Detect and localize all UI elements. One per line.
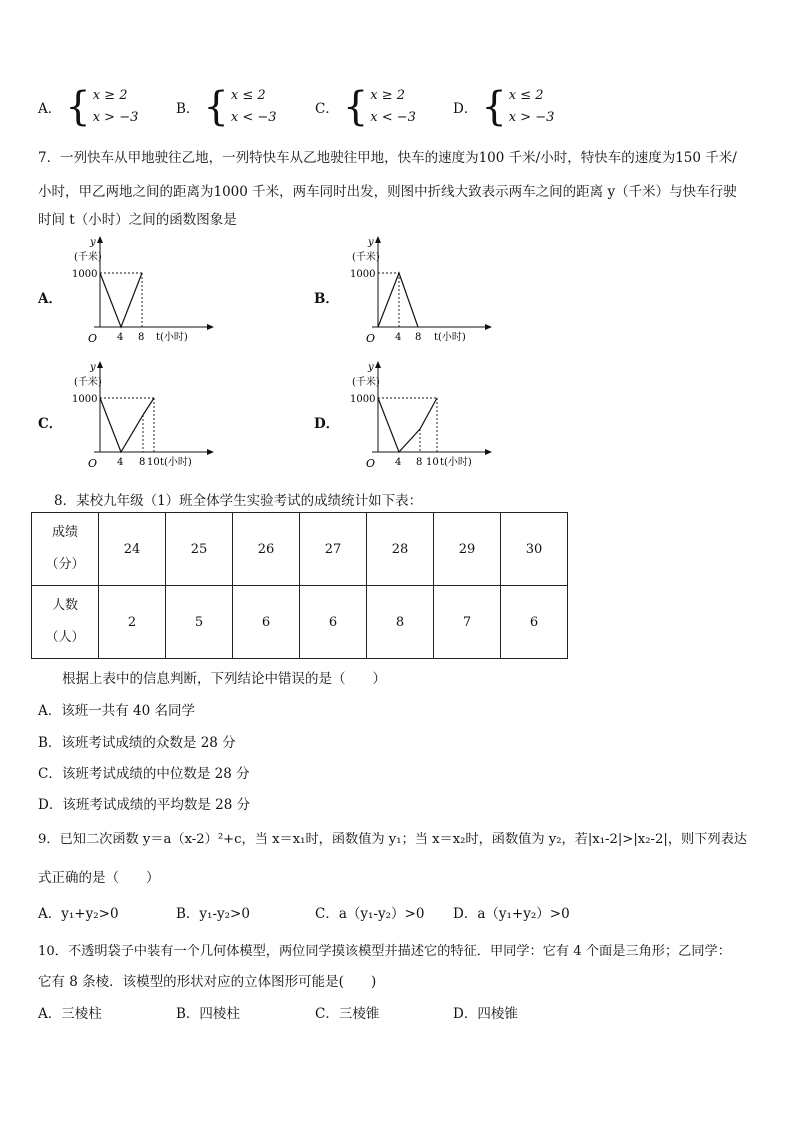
y-tick-1000: 1000 [72,394,98,405]
option-letter: B． [176,101,200,117]
table-cell: 29 [434,513,501,586]
q10-option-c: C．三棱锥 [315,1006,380,1022]
brace-icon: { [65,84,91,130]
inequality-line: x > −3 [92,110,139,125]
y-axis-arrow-icon [97,236,103,243]
graph-polyline [100,398,154,452]
x-axis-arrow-icon [207,449,214,455]
q8-option-b: B．该班考试成绩的众数是 28 分 [38,735,236,751]
origin-label: O [88,457,98,470]
x-axis-arrow-icon [485,324,492,330]
q9-option-c: C．a（y₁-y₂）>0 [315,906,425,922]
option-letter: C． [315,101,339,117]
table-cell: 6 [233,586,300,659]
q7-option-b-label: B． [314,291,339,307]
x-tick-4: 4 [117,332,124,343]
q9-option-a: A．y₁+y₂>0 [38,906,119,922]
q9-stem-line-2: 式正确的是（ ） [38,870,160,886]
x-tick-8: 8 [416,457,423,468]
y-axis-arrow-icon [97,361,103,368]
q8-stem: 8．某校九年级（1）班全体学生实验考试的成绩统计如下表： [54,493,423,509]
inequality-line: x ≥ 2 [370,88,406,103]
header-text: （分） [45,557,85,572]
table-header-cell [32,513,99,586]
inequality-line: x > −3 [508,110,555,125]
q8-option-a: A．该班一共有 40 名同学 [38,703,196,719]
y-unit-label: (千米) [352,377,380,388]
origin-label: O [366,457,376,470]
inequality-line: x < −3 [230,110,277,125]
brace-icon: { [203,84,229,130]
inequality-line: x ≥ 2 [92,88,128,103]
y-tick-1000: 1000 [350,269,376,280]
header-text: 人数 [51,598,78,613]
x-axis-label: t(小时) [440,457,472,468]
x-tick-8: 8 [139,457,146,468]
x-axis-label: t(小时) [434,332,466,343]
q7-option-a-label: A． [38,291,62,307]
y-tick-1000: 1000 [72,269,98,280]
q7-stem-line-3: 时间 t（小时）之间的函数图象是 [38,212,237,228]
table-cell: 2 [99,586,166,659]
y-unit-label: (千米) [74,377,102,388]
q10-option-d: D．四棱锥 [453,1006,518,1022]
x-axis-label: t(小时) [160,457,192,468]
table-cell: 5 [166,586,233,659]
y-axis-label: y [90,362,96,373]
brace-icon: { [342,84,369,130]
y-axis-label: y [368,362,374,373]
origin-label: O [366,332,376,345]
graph-a [72,232,220,348]
inequality-system [509,85,555,129]
x-tick-8: 8 [415,332,422,343]
x-axis-label: t(小时) [156,332,188,343]
q7-option-c-label: C． [38,416,63,432]
header-text: 成绩 [51,525,78,540]
origin-label: O [88,332,98,345]
table-cell: 6 [501,586,568,659]
graph-polyline [100,273,142,327]
table-cell: 27 [300,513,367,586]
table-cell: 8 [367,586,434,659]
q8-prompt: 根据上表中的信息判断，下列结论中错误的是（ ） [62,671,386,687]
graph-polyline [378,398,437,452]
table-cell: 25 [166,513,233,586]
table-row [32,513,568,586]
q8-option-d: D．该班考试成绩的平均数是 28 分 [38,797,251,813]
inequality-line: x ≤ 2 [508,88,544,103]
option-letter: A． [38,101,62,117]
inequality-line: x < −3 [370,110,416,125]
table-cell: 28 [367,513,434,586]
y-unit-label: (千米) [74,252,102,263]
table-cell: 24 [99,513,166,586]
q10-option-b: B．四棱柱 [176,1006,240,1022]
table-cell: 7 [434,586,501,659]
q10-stem-line-2: 它有 8 条棱．该模型的形状对应的立体图形可能是( ) [38,974,377,990]
table-cell: 6 [300,586,367,659]
q7-stem-line-1: 7．一列快车从甲地驶往乙地，一列特快车从乙地驶往甲地，快车的速度为100 千米/小时，特快车的速度为150 千米/ [38,150,737,166]
table-cell: 26 [233,513,300,586]
table-header-cell [32,586,99,659]
q10-option-a: A．三棱柱 [38,1006,102,1022]
x-tick-8: 8 [138,332,145,343]
y-tick-1000: 1000 [350,394,376,405]
q10-stem-line-1: 10．不透明袋子中装有一个几何体模型，两位同学摸该模型并描述它的特征．甲同学：它有 4 个面是三角形；乙同学： [38,944,731,959]
graph-polyline [378,273,418,327]
graph-c [72,357,220,473]
table-cell: 30 [501,513,568,586]
q9-option-b: B．y₁-y₂>0 [176,906,250,922]
y-unit-label: (千米) [352,252,380,263]
score-table [31,512,568,659]
x-tick-10: 10 [426,457,439,468]
graph-b [350,232,498,348]
q6-option-d [453,84,554,130]
inequality-system [93,85,139,129]
x-tick-4: 4 [117,457,124,468]
inequality-system [231,85,277,129]
graph-d [350,357,498,473]
x-axis-arrow-icon [207,324,214,330]
q7-stem-line-2: 小时，甲乙两地之间的距离为1000 千米，两车同时出发，则图中折线大致表示两车之间的距离 y（千米）与快车行驶 [38,184,737,200]
y-axis-arrow-icon [375,236,381,243]
option-letter: D． [453,101,478,117]
x-tick-4: 4 [395,457,402,468]
q9-option-d: D．a（y₁+y₂）>0 [453,906,570,922]
q6-option-b [176,84,277,130]
table-row [32,586,568,659]
y-axis-label: y [90,237,96,248]
x-axis-arrow-icon [485,449,492,455]
inequality-line: x ≤ 2 [230,88,266,103]
header-text: （人） [45,630,85,645]
q6-option-a [38,84,138,130]
q6-option-c [315,84,416,130]
x-tick-4: 4 [395,332,402,343]
x-tick-10: 10 [147,457,160,468]
inequality-system [370,85,416,129]
q7-option-d-label: D． [314,416,340,432]
q8-option-c: C．该班考试成绩的中位数是 28 分 [38,766,250,782]
q9-stem-line-1: 9．已知二次函数 y＝a（x-2）²+c，当 x＝x₁时，函数值为 y₁；当 x＝x₂时，函数值为 y₂，若|x₁-2|>|x₂-2|，则下列表达 [38,832,747,847]
y-axis-arrow-icon [375,361,381,368]
y-axis-label: y [368,237,374,248]
brace-icon: { [481,84,507,130]
